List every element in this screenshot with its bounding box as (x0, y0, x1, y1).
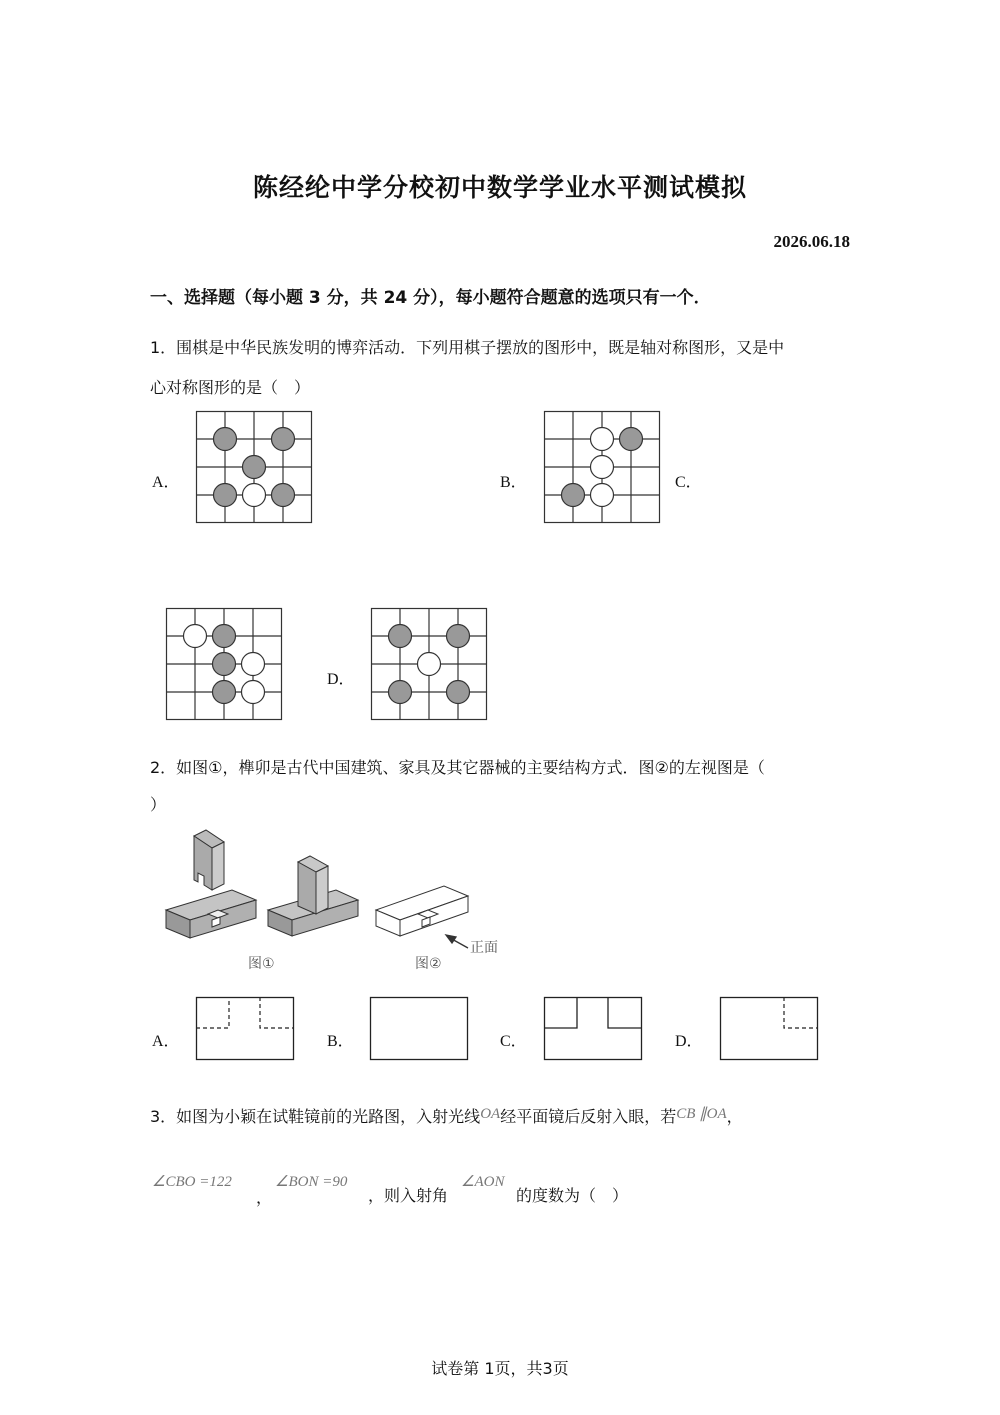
q3-text-e: 的度数为（ ） (516, 1186, 629, 1205)
q3-math-bon: ∠BON =90 (275, 1174, 348, 1190)
q3-math-cb-parallel-oa: CB ∥OA (676, 1106, 727, 1122)
left-view-d (720, 997, 818, 1061)
q3-math-oa: OA (480, 1106, 501, 1122)
q2-line1: 2．如图①，榫卯是古代中国建筑、家具及其它器械的主要结构方式．图②的左视图是（ (150, 758, 765, 777)
q1-line1: 1．围棋是中华民族发明的博弈活动．下列用棋子摆放的图形中，既是轴对称图形，又是中 (150, 338, 785, 357)
left-view-c (544, 997, 642, 1061)
go-board-c (166, 608, 282, 720)
left-view-a (196, 997, 294, 1061)
q3-text-b: 经平面镜后反射入眼，若 (500, 1107, 677, 1126)
q3-math-aon: ∠AON (461, 1174, 505, 1190)
go-board-b (544, 411, 660, 523)
q1-option-b-label[interactable]: B． (500, 474, 527, 491)
q2-option-c-label[interactable]: C． (500, 1033, 527, 1050)
page-title: 陈经纶中学分校初中数学学业水平测试模拟 (252, 173, 747, 202)
q1-option-d-label[interactable]: D． (327, 671, 355, 688)
go-board-d (371, 608, 487, 720)
q1-option-c-label[interactable]: C． (675, 474, 702, 491)
section-heading: 一、选择题（每小题 3 分，共 24 分），每小题符合题意的选项只有一个． (150, 288, 711, 308)
q3-text-d: ，则入射角 (368, 1186, 449, 1205)
page-footer: 试卷第 1页，共3页 (431, 1359, 569, 1378)
q2-option-d-label[interactable]: D． (675, 1033, 703, 1050)
q3-text-a: 3．如图为小颖在试鞋镜前的光路图，入射光线 (150, 1107, 481, 1126)
figure-1-caption: 图① (248, 956, 275, 972)
mortise-tenon-figure (160, 828, 510, 978)
go-board-a (196, 411, 312, 523)
left-view-b (370, 997, 468, 1061)
exam-date: 2026.06.18 (773, 232, 850, 251)
q2-option-b-label[interactable]: B． (327, 1033, 354, 1050)
q1-option-a-label[interactable]: A． (152, 474, 180, 491)
q2-option-a-label[interactable]: A． (152, 1033, 180, 1050)
q3-line1 (150, 1107, 743, 1128)
q1-line2: 心对称图形的是（ ） (150, 378, 311, 397)
front-label: 正面 (470, 940, 498, 956)
q3-text-c: ， (726, 1107, 743, 1126)
q3-comma: ， (256, 1188, 273, 1207)
figure-2-caption: 图② (415, 956, 442, 972)
q2-line2: ） (150, 795, 167, 814)
q3-math-cbo: ∠CBO =122 (152, 1174, 232, 1190)
